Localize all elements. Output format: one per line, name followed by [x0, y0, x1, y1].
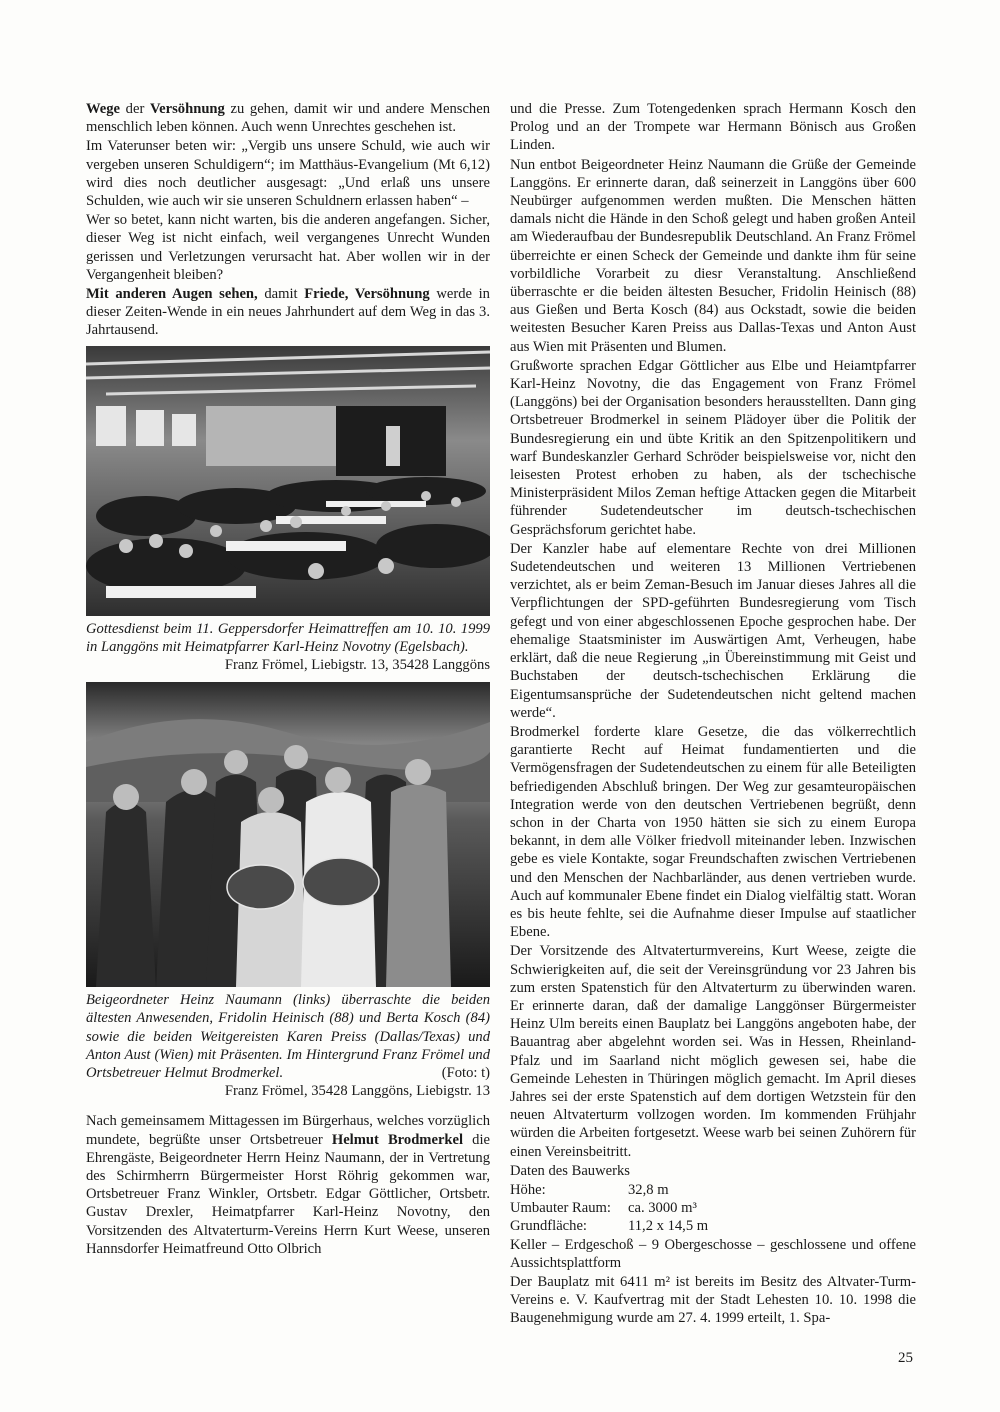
building-data-heading: Daten des Bauwerks	[510, 1162, 630, 1179]
photo-honorees-group	[86, 682, 490, 987]
left-paragraph-5: Nach gemeinsamem Mittagessen im Bürgerhaus, welches vorzüglich mundete, begrüßte unser Ortsbetreuer Helmut Brodmerkel die Ehrengäste, Beigeordneter Herrn Heinz Naumann, der in Vertretung des Schirmherrn Bürgermeister Horst Röhrig gekommen war, Ortsbetreuer Franz Winkler, Ortsbetr. Edgar Göttlicher, Ortsbetr. Gustav Drexler, Heimatpfarrer Karl-Heinz Novotny, den Vorsitzenden des Altvaterturm-Vereins Herrn Kurt Weese, unseren Hannsdorfer Heimatfreund Otto Olbrich	[86, 1113, 490, 1257]
left-paragraph-4: Mit anderen Augen sehen, damit Friede, Versöhnung werde in dieser Zeiten-Wende in ein neues Jahrhundert auf dem Weg in das 3. Jahrtausend.	[86, 286, 490, 339]
right-paragraph-4: Der Kanzler habe auf elementare Rechte von drei Millionen Sudetendeutschen und weiteren 13 Millionen Vertriebenen verzichtet, als er beim Zeman-Besuch im Januar dieses Jahres all die Verpflichtungen der SPD-geführten Bundesregierung vom Tisch gefegt und von einer abgeschlossenen Epoche gesprochen habe. Der ehemalige Staatsminister im Auswärtigen Amt, Verheugen, habe erklärt, daß die neue Regierung „in Übereinstimmung mit Geist und Buchstaben der deutsch-tschechischen Erklärung die Eigentumsansprüche der Sudetendeutschen nicht geltend machen werde“.	[510, 540, 916, 721]
building-data-row: Umbauter Raum: ca. 3000 m³	[510, 1200, 697, 1217]
building-data-row: Grundfläche: 11,2 x 14,5 m	[510, 1218, 709, 1235]
caption-2-credit: Franz Frömel, 35428 Langgöns, Liebigstr. 13	[224, 1083, 490, 1100]
right-column	[510, 100, 916, 1329]
caption-1-text: Gottesdienst beim 11. Geppersdorfer Heimattreffen am 10. 10. 1999 in Langgöns mit Heimatpfarrer Karl-Heinz Novotny (Egelsbach).	[86, 620, 490, 655]
left-paragraph-1: Wege der Versöhnung zu gehen, damit wir und andere Menschen menschlich leben können. Auch wenn Unrechtes geschehen ist.	[86, 101, 490, 136]
right-paragraph-2: Nun entbot Beigeordneter Heinz Naumann die Grüße der Gemeinde Langgöns. Er erinnerte daran, daß seinerzeit in Langgöns über 600 Neubürger aufgenommen werden mußten. Die Menschen hätten damals nicht die Hände in den Schoß gelegt und haben großen Anteil am Wiederaufbau der Bundesrepublik Deutschland. An Franz Frömel überreichte er einen Scheck der Gemeinde und dankte ihm für seine vorbildliche Vorarbeit zu diesr Veranstaltung. Anschließend überraschte er die beiden ältesten Besucher, Fridolin Heinisch (88) aus Gießen und Berta Kosch (84) aus Ockstadt, sowie die beiden weitesten Besucher Karen Preiss aus Dallas-Texas und Anton Aust aus Wien mit Präsenten und Blumen.	[510, 156, 916, 355]
building-data-row: Höhe: 32,8 m	[510, 1181, 669, 1198]
caption-photo-2	[86, 991, 490, 1100]
caption-2-foto: (Foto: t)	[441, 1065, 490, 1082]
right-paragraph-7: Keller – Erdgeschoß – 9 Obergeschosse – geschlossene und offene Aussichtsplattform	[510, 1236, 916, 1271]
left-paragraph-3: Wer so betet, kann nicht warten, bis die anderen angefangen. Sicher, dieser Weg ist nicht einfach, weil vergangenes Unrecht Wunden gerissen und Verletzungen verursacht hat. Aber wollen wir in der Vergangenheit bleiben?	[86, 212, 490, 283]
left-column	[86, 100, 490, 1259]
right-paragraph-6: Der Vorsitzende des Altvaterturmvereins, Kurt Weese, zeigte die Schwierigkeiten auf, die seit der Vereinsgründung vor 23 Jahren bis zum ersten Spatenstich für den Altvaterturm zu überwinden waren. Er erinnerte daran, daß der damalige Langgönser Bürgermeister Heinz Ulm bereits einen Bauplatz bei Langgöns angeboten habe, der Bauantrag aber abgelehnt worden sei. Was in Hessen, Rheinland-Pfalz und im Saarland nicht möglich gewesen sei, habe die Gemeinde Lehesten in Thüringen möglich gemacht. Im April dieses Jahres sei der erste Spatenstich auf dem dortigen Wetzstein für den neuen Altvaterturm vollzogen worden. Im kommenden Frühjahr würden die Arbeiten fortgesetzt. Weese warb bei seinen Zuhörern für einen Vereinsbeitritt.	[510, 943, 916, 1160]
caption-2-text: Beigeordneter Heinz Naumann (links) überraschte die beiden ältesten Anwesenden, Fridolin Heinisch (88) und Berta Kosch (84) sowie die beiden Weitgereisten Karen Preiss (Dallas/Texas) und Anton Aust (Wien) mit Präsenten. Im Hintergrund Franz Frömel und Ortsbetreuer Helmut Brodmerkel.	[86, 992, 490, 1082]
right-paragraph-1: und die Presse. Zum Totengedenken sprach Hermann Kosch den Prolog und an der Trompete war Hermann Bönisch aus Großen Linden.	[510, 101, 916, 154]
right-paragraph-5: Brodmerkel forderte klare Gesetze, die das völkerrechtlich garantierte Recht auf Heimat fundamentierten und die Vermögensfragen der Sudetendeutschen zu einem für alle Beteiligten befriedigenden Abschluß bringen. Der Weg zur gesamteuropäischen Integration werde von den deutschen Vertriebenen begrüßt, denn schon in der Charta von 1950 hätten sie sich zu einem Europa bekannt, in dem alle Völker friedvoll miteinander leben. Inzwischen gebe es viele Kontakte, sogar Freundschaften zwischen Vertriebenen und den Menschen der Nachbarländer, aus denen vertrieben wurde. Auch auf kommunaler Ebene findet ein Dialog vielfältig statt. Woran es bis heute fehlte, sei die Aufnahme dieser Impulse auf staatlicher Ebene.	[510, 723, 916, 941]
left-paragraph-2: Im Vaterunser beten wir: „Vergib uns unsere Schuld, wie auch wir vergeben unseren Schuldigern“; im Matthäus-Evangelium (Mt 6,12) wird dies noch deutlicher ausgesagt: „Und erlaß uns unsere Schulden, wie auch wir sie unseren Schuldnern erlassen haben“ –	[86, 138, 490, 210]
caption-1-credit: Franz Frömel, Liebigstr. 13, 35428 Langgöns	[224, 657, 490, 674]
photo-church-service-hall	[86, 346, 490, 616]
caption-photo-1	[86, 620, 490, 675]
right-paragraph-8: Der Bauplatz mit 6411 m² ist bereits im Besitz des Altvater-Turm-Vereins e. V. Kaufvertrag mit der Stadt Lehesten 10. 10. 1998 die Baugenehmigung wurde am 27. 4. 1999 erteilt, 1. Spa-	[510, 1274, 916, 1327]
right-paragraph-3: Grußworte sprachen Edgar Göttlicher aus Elbe und Heiamtpfarrer Karl-Heinz Novotny, die das Engagement von Franz Frömel (Langgöns) bei der Organisation besonders herausstellten. Dann ging Ortsbetreuer Brodmerkel in seinem Plädoyer über die Politik der Bundesregierung ein und übte Kritik an den Spitzenpolitikern und warf Bundeskanzler Gerhard Schröder beispielsweise vor, nicht den leisesten Protest erhoben zu haben, als der tschechische Ministerpräsident Milos Zeman heftige Attacken gegen die Mitarbeit führender Sudetendeutscher im deutsch-tschechischen Gesprächsforum gerichtet habe.	[510, 357, 916, 538]
page-number: 25	[898, 1350, 913, 1366]
